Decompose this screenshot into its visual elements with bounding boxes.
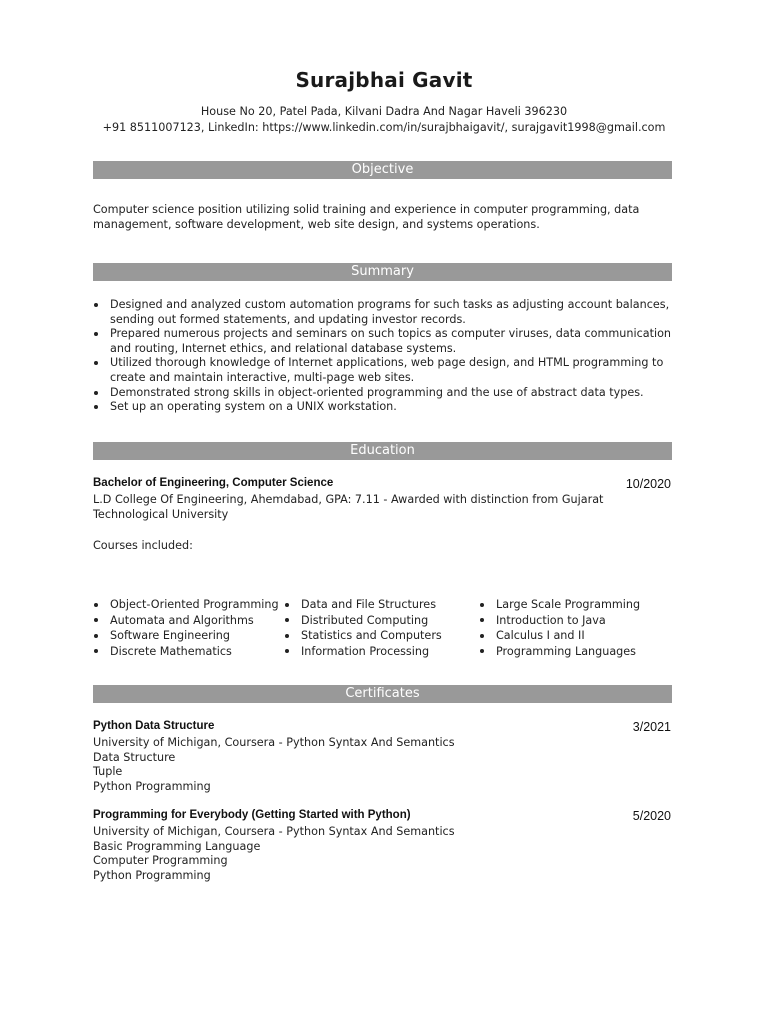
courses-column — [479, 597, 640, 659]
certificate-details — [93, 736, 673, 794]
objective-line: Computer science position utilizing solid training and experience in computer programming, data — [93, 203, 640, 216]
course-item: Data and File Structures — [284, 597, 442, 613]
course-item: Automata and Algorithms — [93, 613, 279, 629]
summary-list — [93, 298, 673, 415]
list-item: Set up an operating system on a UNIX workstation. — [93, 400, 673, 415]
course-item: Discrete Mathematics — [93, 644, 279, 660]
course-item: Statistics and Computers — [284, 628, 442, 644]
list-item: Demonstrated strong skills in object-oriented programming and the use of abstract data types. — [93, 386, 673, 401]
detail-line: Python Programming — [93, 779, 211, 793]
objective-line: management, software development, web site design, and systems operations. — [93, 218, 540, 231]
course-item: Large Scale Programming — [479, 597, 640, 613]
certificate-title: Python Data Structure — [93, 720, 215, 732]
detail-line: Basic Programming Language — [93, 839, 261, 853]
detail-line: Data Structure — [93, 750, 176, 764]
list-item: Utilized thorough knowledge of Internet applications, web page design, and HTML programming to create and maintain interactive, multi-page web sites. — [93, 356, 673, 385]
course-item: Introduction to Java — [479, 613, 640, 629]
certificates-heading: Certificates — [93, 685, 672, 703]
certificate-date: 5/2020 — [632, 809, 671, 823]
detail-line: University of Michigan, Coursera - Python Syntax And Semantics — [93, 825, 455, 838]
course-item: Software Engineering — [93, 628, 279, 644]
candidate-name: Surajbhai Gavit — [295, 68, 473, 92]
address-line: House No 20, Patel Pada, Kilvani Dadra And Nagar Haveli 396230 — [200, 105, 568, 118]
courses-grid — [93, 597, 673, 661]
detail-line: L.D College Of Engineering, Ahemdabad, GPA: 7.11 - Awarded with distinction from Gujarat — [93, 493, 604, 506]
objective-text — [93, 202, 673, 232]
degree-title: Bachelor of Engineering, Computer Science — [93, 477, 334, 489]
course-item: Programming Languages — [479, 644, 640, 660]
list-item: Designed and analyzed custom automation programs for such tasks as adjusting account balances, sending out formed statements, and updating investor records. — [93, 298, 673, 327]
certificate-date: 3/2021 — [632, 720, 671, 734]
courses-column — [93, 597, 279, 659]
course-item: Information Processing — [284, 644, 442, 660]
detail-line: University of Michigan, Coursera - Python Syntax And Semantics — [93, 736, 455, 749]
list-item: Prepared numerous projects and seminars on such topics as computer viruses, data communication and routing, Internet ethics, and relational database systems. — [93, 327, 673, 356]
detail-line: Python Programming — [93, 868, 211, 882]
degree-details — [93, 493, 673, 522]
detail-line: Computer Programming — [93, 854, 228, 868]
summary-heading: Summary — [93, 263, 672, 281]
certificate-details — [93, 825, 673, 883]
degree-date: 10/2020 — [625, 477, 671, 491]
course-item: Calculus I and II — [479, 628, 640, 644]
courses-column — [284, 597, 442, 659]
course-item: Distributed Computing — [284, 613, 442, 629]
contact-line: +91 8511007123, LinkedIn: https://www.linkedin.com/in/surajbhaigavit/, surajgavit1998@gmail.com — [102, 121, 666, 134]
education-heading: Education — [93, 442, 672, 460]
certificate-title: Programming for Everybody (Getting Started with Python) — [93, 809, 411, 821]
detail-line: Technological University — [93, 507, 229, 521]
course-item: Object-Oriented Programming — [93, 597, 279, 613]
detail-line: Tuple — [93, 765, 123, 779]
objective-heading: Objective — [93, 161, 672, 179]
courses-label: Courses included: — [93, 539, 193, 552]
